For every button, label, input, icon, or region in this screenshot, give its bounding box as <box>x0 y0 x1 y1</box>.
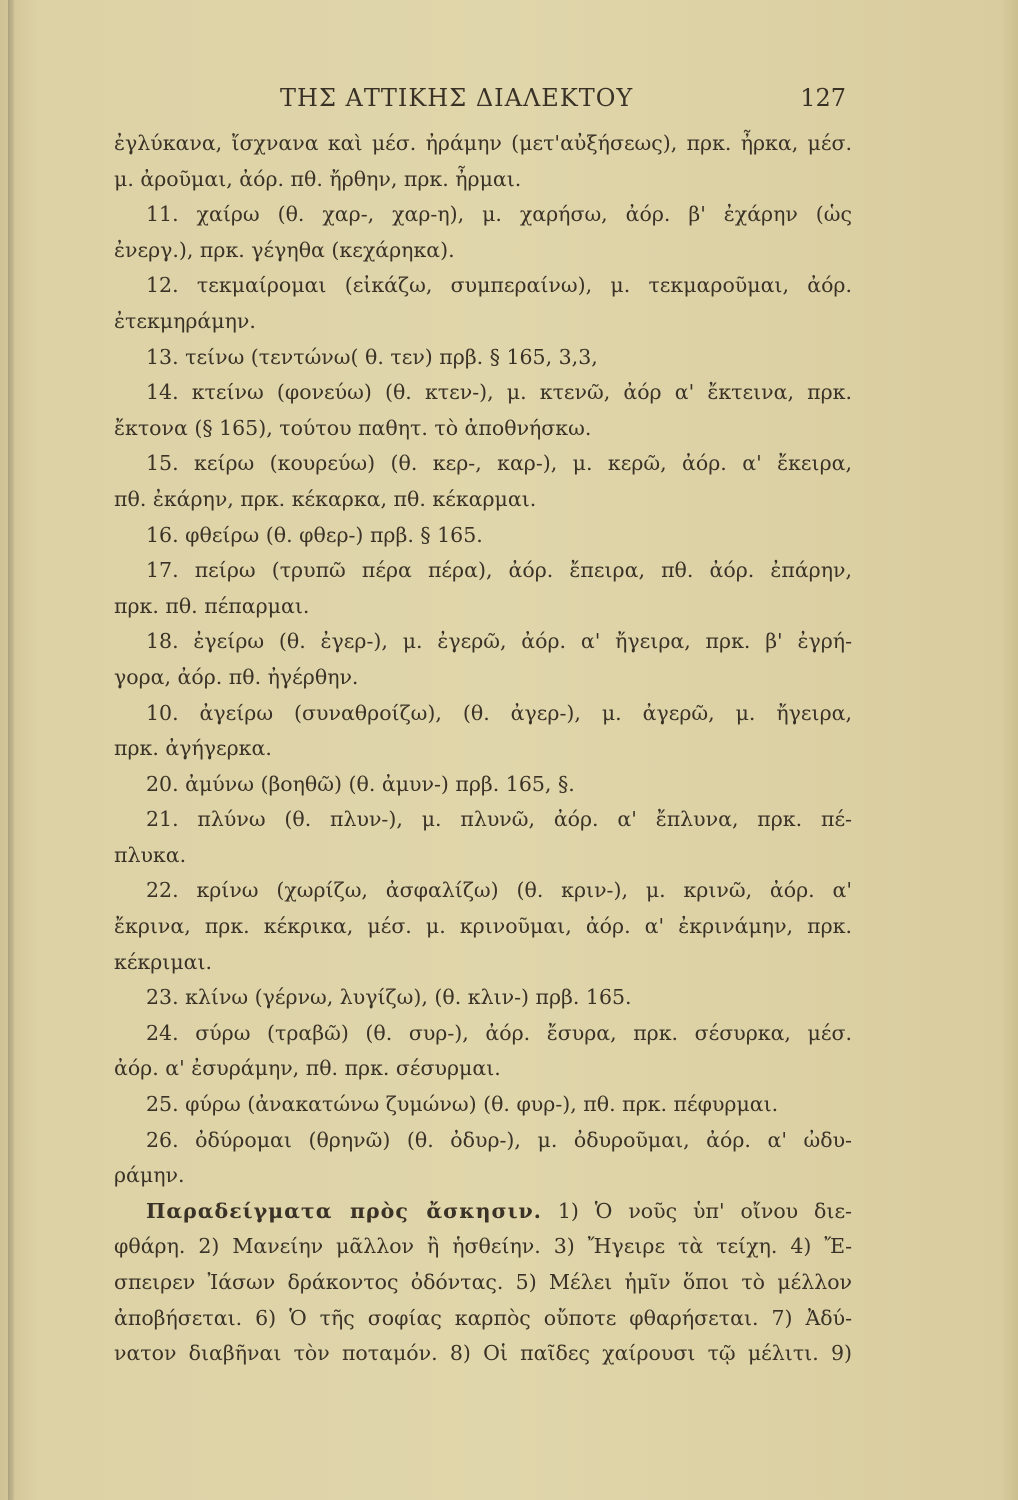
text-line: 18. ἐγείρω (θ. ἐγερ-), μ. ἐγερῶ, ἀόρ. α' ἤγειρα, πρκ. β' ἐγρή- <box>146 629 852 654</box>
text-line: ἔκρινα, πρκ. κέκρικα, μέσ. μ. κρινοῦμαι, ἀόρ. α' ἐκρινάμην, πρκ. <box>114 914 852 939</box>
text-line: 14. κτείνω (φονεύω) (θ. κτεν-), μ. κτενῶ, ἀόρ α' ἔκτεινα, πρκ. <box>146 380 852 405</box>
text-line: 10. ἀγείρω (συναθροίζω), (θ. ἀγερ-), μ. ἀγερῶ, μ. ἤγειρα, <box>146 700 852 725</box>
text-line: 13. τείνω (τεντώνω( θ. τεν) πρβ. § 165, 3,3, <box>146 344 598 369</box>
exercises-first-line <box>114 1194 852 1230</box>
text-line: πλυκα. <box>114 842 187 867</box>
exercise-line: σπειρεν Ἰάσων δράκοντος ὀδόντας. 5) Μέλει ἡμῖν ὅποι τὸ μέλλον <box>114 1270 852 1294</box>
exercises-heading: Παραδείγματα πρὸς ἄσκησιν. <box>146 1198 542 1223</box>
text-line: 17. πείρω (τρυπῶ πέρα πέρα), ἀόρ. ἔπειρα, πθ. ἀόρ. ἐπάρην, <box>146 558 852 583</box>
text-line: πθ. ἐκάρην, πρκ. κέκαρκα, πθ. κέκαρμαι. <box>114 486 537 511</box>
text-line: ράμην. <box>114 1163 185 1188</box>
text-line: ἐγλύκανα, ἴσχνανα καὶ μέσ. ἠράμην (μετ'αὐξήσεως), πρκ. ἦρκα, μέσ. <box>114 131 852 155</box>
text-line: 21. πλύνω (θ. πλυν-), μ. πλυνῶ, ἀόρ. α' ἔπλυνα, πρκ. πέ- <box>146 807 852 832</box>
text-line: 23. κλίνω (γέρνω, λυγίζω), (θ. κλιν-) πρβ. 165. <box>146 985 632 1010</box>
text-line: ἐτεκμηράμην. <box>114 308 256 333</box>
text-line: 24. σύρω (τραβῶ) (θ. συρ-), ἀόρ. ἔσυρα, πρκ. σέσυρκα, μέσ. <box>146 1020 852 1045</box>
text-line: 12. τεκμαίρομαι (εἰκάζω, συμπεραίνω), μ. τεκμαροῦμαι, ἀόρ. <box>146 273 852 298</box>
page-number: 127 <box>800 84 846 112</box>
running-head-title: ΤΗΣ ΑΤΤΙΚΗΣ ΔΙΑΛΕΚΤΟΥ <box>280 84 634 112</box>
page-binding-edge <box>8 0 14 1500</box>
exercise-line: νατον διαβῆναι τὸν ποταμόν. 8) Οἱ παῖδες χαίρουσι τῷ μέλιτι. 9) <box>114 1341 852 1366</box>
text-line: 26. ὀδύρομαι (θρηνῶ) (θ. ὀδυρ-), μ. ὀδυροῦμαι, ἀόρ. α' ὠδυ- <box>146 1127 852 1152</box>
text-line: 16. φθείρω (θ. φθερ-) πρβ. § 165. <box>146 522 483 547</box>
text-line: 25. φύρω (ἀνακατώνω ζυμώνω) (θ. φυρ-), πθ. πρκ. πέφυρμαι. <box>146 1092 779 1117</box>
exercises-first-text: 1) Ὁ νοῦς ὑπ' οἴνου διε- <box>557 1198 852 1223</box>
text-line: πρκ. πθ. πέπαρμαι. <box>114 593 310 618</box>
text-line: πρκ. ἀγήγερκα. <box>114 736 272 761</box>
exercise-line: ἀποβήσεται. 6) Ὁ τῆς σοφίας καρπὸς οὔποτε φθαρήσεται. 7) Ἀδύ- <box>114 1305 852 1330</box>
text-line: γορα, ἀόρ. πθ. ἠγέρθην. <box>114 664 359 689</box>
body-text <box>114 126 852 1372</box>
exercise-line: φθάρη. 2) Μανείην μᾶλλον ἢ ἡσθείην. 3) Ἤγειρε τὰ τείχη. 4) Ἔ- <box>114 1234 852 1259</box>
text-line: 15. κείρω (κουρεύω) (θ. κερ-, καρ-), μ. κερῶ, ἀόρ. α' ἔκειρα, <box>146 451 852 476</box>
text-line: 11. χαίρω (θ. χαρ-, χαρ-η), μ. χαρήσω, ἀόρ. β' ἐχάρην (ὡς <box>146 202 852 227</box>
text-line: 20. ἀμύνω (βοηθῶ) (θ. ἀμυν-) πρβ. 165, §. <box>146 771 575 796</box>
text-line: ἀόρ. α' ἐσυράμην, πθ. πρκ. σέσυρμαι. <box>114 1056 501 1081</box>
text-line: 22. κρίνω (χωρίζω, ἀσφαλίζω) (θ. κριν-), μ. κρινῶ, ἀόρ. α' <box>146 878 852 903</box>
text-line: κέκριμαι. <box>114 949 213 974</box>
text-line: ἐνεργ.), πρκ. γέγηθα (κεχάρηκα). <box>114 237 455 262</box>
running-head <box>110 84 850 118</box>
text-line: μ. ἀροῦμαι, ἀόρ. πθ. ἤρθην, πρκ. ἦρμαι. <box>114 166 522 191</box>
text-line: ἔκτονα (§ 165), τούτου παθητ. τὸ ἀποθνήσκω. <box>114 415 592 440</box>
